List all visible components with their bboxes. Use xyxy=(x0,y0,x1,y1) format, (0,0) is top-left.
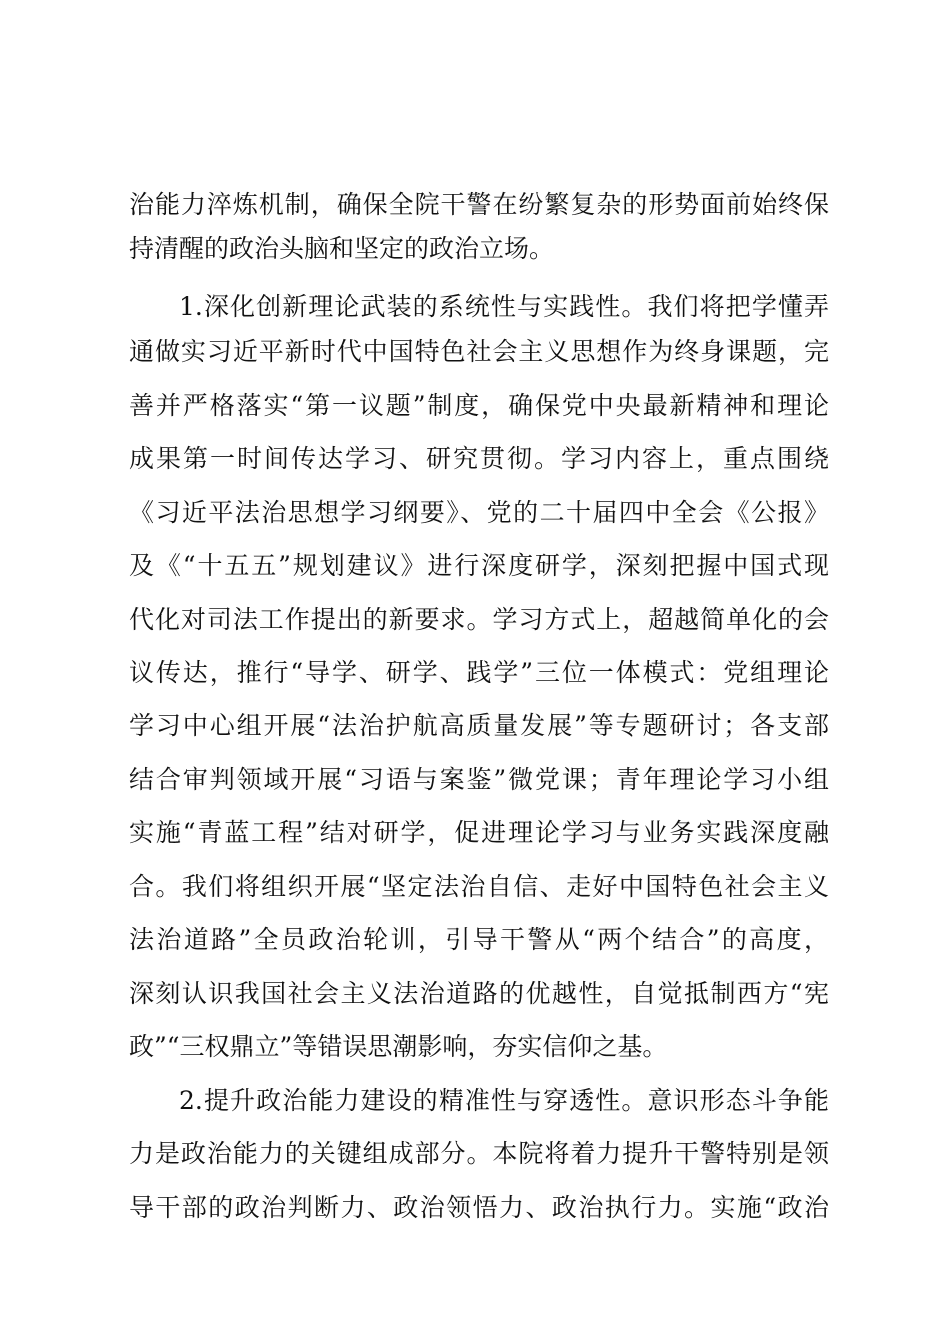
text-line: 《习近平法治思想学习纲要》、党的二十届四中全会《公报》 xyxy=(129,498,829,527)
text-line: 导干部的政治判断力、政治领悟力、政治执行力。实施“政治 xyxy=(129,1193,829,1222)
text-line: 及《“十五五”规划建议》进行深度研学，深刻把握中国式现 xyxy=(129,551,829,580)
text-line: 代化对司法工作提出的新要求。学习方式上，超越简单化的会 xyxy=(129,605,829,634)
text-line: 实施“青蓝工程”结对研学，促进理论学习与业务实践深度融 xyxy=(129,818,829,847)
text-line: 成果第一时间传达学习、研究贯彻。学习内容上，重点围绕 xyxy=(129,444,829,473)
text-line: 合。我们将组织开展“坚定法治自信、走好中国特色社会主义 xyxy=(129,872,829,901)
text-line: 政”“三权鼎立”等错误思潮影响，夯实信仰之基。 xyxy=(129,1032,668,1061)
text-line: 学习中心组开展“法治护航高质量发展”等专题研讨；各支部 xyxy=(129,711,829,740)
text-line: 持清醒的政治头脑和坚定的政治立场。 xyxy=(129,234,555,263)
text-line: 1.深化创新理论武装的系统性与实践性。我们将把学懂弄 xyxy=(179,292,829,321)
text-line: 治能力淬炼机制，确保全院干警在纷繁复杂的形势面前始终保 xyxy=(129,190,829,219)
text-line: 法治道路”全员政治轮训，引导干警从“两个结合”的高度， xyxy=(129,925,829,954)
text-line: 通做实习近平新时代中国特色社会主义思想作为终身课题，完 xyxy=(129,337,829,366)
text-line: 议传达，推行“导学、研学、践学”三位一体模式：党组理论 xyxy=(129,658,829,687)
text-line: 结合审判领域开展“习语与案鉴”微党课；青年理论学习小组 xyxy=(129,765,829,794)
text-line: 深刻认识我国社会主义法治道路的优越性，自觉抵制西方“宪 xyxy=(129,979,829,1008)
text-line: 善并严格落实“第一议题”制度，确保党中央最新精神和理论 xyxy=(129,391,829,420)
text-line: 力是政治能力的关键组成部分。本院将着力提升干警特别是领 xyxy=(129,1139,829,1168)
text-line: 2.提升政治能力建设的精准性与穿透性。意识形态斗争能 xyxy=(179,1086,829,1115)
